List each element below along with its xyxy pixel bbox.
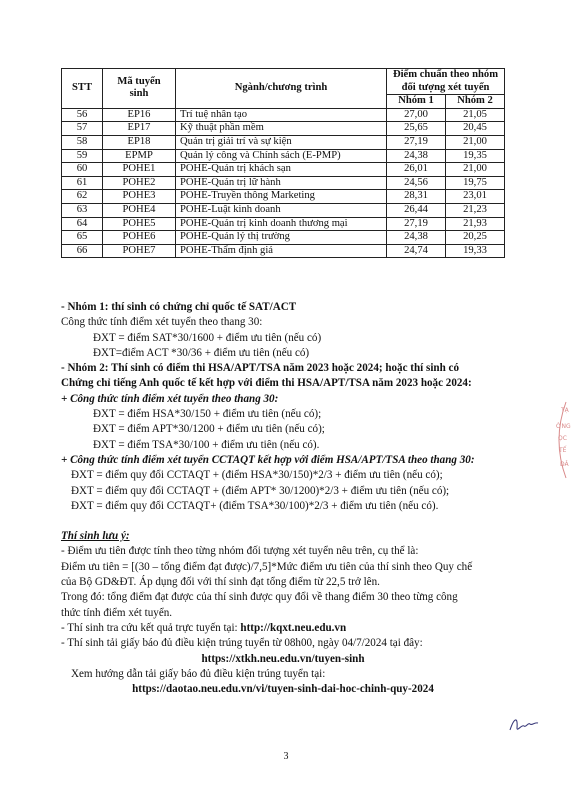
spacer: [61, 514, 505, 529]
header-group1: Nhóm 1: [387, 95, 446, 109]
formula-hsa: ĐXT = điểm HSA*30/150 + điểm ưu tiên (nếu có);: [93, 408, 322, 421]
svg-text:TẠ: TẠ: [561, 407, 569, 414]
cell-code: POHE3: [103, 190, 176, 204]
group2-formula-title: + Công thức tính điểm xét tuyển theo thang 30:: [61, 392, 279, 405]
header-group2: Nhóm 2: [446, 95, 505, 109]
cell-code: EP18: [103, 135, 176, 149]
guide-line: Xem hướng dẫn tải giấy báo đủ điều kiện trúng tuyển tại:: [71, 667, 326, 680]
formula-apt: ĐXT = điểm APT*30/1200 + điểm ưu tiên (nếu có);: [93, 423, 325, 436]
combo-formula-hsa: ĐXT = điểm quy đổi CCTAQT + (điểm HSA*30/150)*2/3 + điểm ưu tiên (nếu có);: [71, 469, 443, 482]
cell-major: POHE-Quản lý thị trường: [176, 231, 387, 245]
cell-group1: 24,38: [387, 149, 446, 163]
cell-group2: 19,33: [446, 244, 505, 258]
lookup-link[interactable]: http://kqxt.neu.edu.vn: [240, 621, 347, 634]
header-major: Ngành/chương trình: [176, 69, 387, 109]
cell-code: POHE1: [103, 163, 176, 177]
table-row: [62, 231, 505, 245]
cell-group2: 20,25: [446, 231, 505, 245]
cell-group2: 21,93: [446, 217, 505, 231]
combo-formula-apt: ĐXT = điểm quy đổi CCTAQT + (điểm APT* 30/1200)*2/3 + điểm ưu tiên (nếu có);: [71, 484, 450, 497]
cell-major: POHE-Luật kinh doanh: [176, 203, 387, 217]
cell-group2: 21,00: [446, 163, 505, 177]
stamp-fragment-image: [548, 400, 572, 480]
table-row: [62, 244, 505, 258]
cell-stt: 63: [62, 203, 103, 217]
svg-text:TẾ: TẾ: [559, 447, 567, 454]
combo-formula-tsa: ĐXT = điểm quy đổi CCTAQT+ (điểm TSA*30/100)*2/3 + điểm ưu tiên (nếu có).: [71, 499, 439, 512]
cell-major: POHE-Quản trị khách sạn: [176, 163, 387, 177]
svg-text:ỌC: ỌC: [558, 435, 567, 442]
table-row: [62, 217, 505, 231]
formula-sat: ĐXT = điểm SAT*30/1600 + điểm ưu tiên (nếu có): [93, 331, 322, 344]
notes-line3: của Bộ GD&ĐT. Áp dụng đối với thí sinh đạt tổng điểm từ 22,5 trở lên.: [61, 576, 380, 589]
table-row: [62, 149, 505, 163]
notes-title: Thí sinh lưu ý:: [61, 530, 130, 543]
cell-stt: 65: [62, 231, 103, 245]
cell-code: POHE7: [103, 244, 176, 258]
cell-stt: 59: [62, 149, 103, 163]
cell-major: POHE-Quản trị kinh doanh thương mại: [176, 217, 387, 231]
cell-stt: 56: [62, 108, 103, 122]
formula-act: ĐXT=điểm ACT *30/36 + điểm ưu tiên (nếu có): [93, 346, 310, 359]
cell-group2: 21,05: [446, 108, 505, 122]
cell-group1: 27,19: [387, 135, 446, 149]
group1-heading: - Nhóm 1: thí sinh có chứng chỉ quốc tế SAT/ACT: [61, 301, 297, 313]
cell-group1: 24,74: [387, 244, 446, 258]
guide-link[interactable]: https://daotao.neu.edu.vn/vi/tuyen-sinh-dai-hoc-chinh-quy-2024: [132, 683, 434, 696]
cell-major: Quản trị giải trí và sự kiện: [176, 135, 387, 149]
group1-intro: Công thức tính điểm xét tuyển theo thang 30:: [61, 316, 263, 329]
admission-score-table: [61, 68, 505, 258]
cell-group2: 19,75: [446, 176, 505, 190]
table-row: [62, 203, 505, 217]
table-row: [62, 176, 505, 190]
group2-heading-line1: - Nhóm 2: Thí sinh có điểm thi HSA/APT/TSA năm 2023 hoặc 2024; hoặc thí sinh có: [61, 362, 459, 375]
cell-group1: 24,56: [387, 176, 446, 190]
cell-code: POHE4: [103, 203, 176, 217]
cell-group1: 25,65: [387, 122, 446, 136]
notes-line2: Điểm ưu tiên = [(30 – tổng điểm đạt được)/7,5]*Mức điểm ưu tiên của thí sinh theo Quy chế: [61, 560, 473, 573]
svg-text:DÂ: DÂ: [560, 461, 569, 468]
cell-major: POHE-Thẩm định giá: [176, 244, 387, 258]
download-link[interactable]: https://xtkh.neu.edu.vn/tuyen-sinh: [201, 652, 365, 665]
header-stt: STT: [62, 69, 103, 109]
cell-stt: 66: [62, 244, 103, 258]
cell-group2: 21,00: [446, 135, 505, 149]
header-group-title: Điểm chuẩn theo nhóm đối tượng xét tuyển: [387, 69, 505, 95]
cell-group1: 28,31: [387, 190, 446, 204]
cell-group1: 26,44: [387, 203, 446, 217]
table-row: [62, 163, 505, 177]
document-body: [61, 300, 505, 697]
cell-code: EPMP: [103, 149, 176, 163]
cell-stt: 61: [62, 176, 103, 190]
cell-group1: 27,00: [387, 108, 446, 122]
lookup-line: [61, 621, 505, 636]
download-line: - Thí sinh tải giấy báo đủ điều kiện trúng tuyển từ 08h00, ngày 04/7/2024 tại đây:: [61, 637, 423, 650]
signature-image: [508, 714, 540, 736]
cell-stt: 57: [62, 122, 103, 136]
cell-stt: 64: [62, 217, 103, 231]
cell-group1: 24,38: [387, 231, 446, 245]
notes-line5: thức tính điểm xét tuyển.: [61, 606, 173, 619]
lookup-prefix: - Thí sinh tra cứu kết quả trực tuyến tại:: [61, 621, 241, 634]
cell-code: POHE6: [103, 231, 176, 245]
cell-code: POHE5: [103, 217, 176, 231]
cell-group1: 26,01: [387, 163, 446, 177]
cell-group2: 19,35: [446, 149, 505, 163]
cell-major: Trí tuệ nhân tạo: [176, 108, 387, 122]
group2-heading-line2: Chứng chỉ tiếng Anh quốc tế kết hợp với điểm thi HSA/APT/TSA năm 2023 hoặc 2024:: [61, 377, 472, 390]
cell-major: Quản lý công và Chính sách (E-PMP): [176, 149, 387, 163]
cell-code: POHE2: [103, 176, 176, 190]
header-code: Mã tuyển sinh: [103, 69, 176, 109]
svg-text:ỜNG: ỜNG: [556, 423, 571, 430]
cell-stt: 58: [62, 135, 103, 149]
cell-major: Kỹ thuật phần mềm: [176, 122, 387, 136]
formula-tsa: ĐXT = điểm TSA*30/100 + điểm ưu tiên (nếu có).: [93, 438, 320, 451]
cell-major: POHE-Quản trị lữ hành: [176, 176, 387, 190]
cell-stt: 60: [62, 163, 103, 177]
table-row: [62, 122, 505, 136]
cell-stt: 62: [62, 190, 103, 204]
notes-line4: Trong đó: tổng điểm đạt được của thí sinh được quy đổi về thang điểm 30 theo từng công: [61, 591, 458, 604]
table-row: [62, 135, 505, 149]
table-row: [62, 190, 505, 204]
group2-combo-title: + Công thức tính điểm xét tuyển CCTAQT kết hợp với điểm HSA/APT/TSA theo thang 30:: [61, 453, 475, 466]
cell-code: EP16: [103, 108, 176, 122]
table-row: [62, 108, 505, 122]
page-number: 3: [283, 751, 289, 762]
cell-group2: 23,01: [446, 190, 505, 204]
cell-major: POHE-Truyền thông Marketing: [176, 190, 387, 204]
cell-code: EP17: [103, 122, 176, 136]
cell-group2: 20,45: [446, 122, 505, 136]
cell-group2: 21,23: [446, 203, 505, 217]
cell-group1: 27,19: [387, 217, 446, 231]
notes-line1: - Điểm ưu tiên được tính theo từng nhóm đối tượng xét tuyển nêu trên, cụ thể là:: [61, 545, 419, 558]
